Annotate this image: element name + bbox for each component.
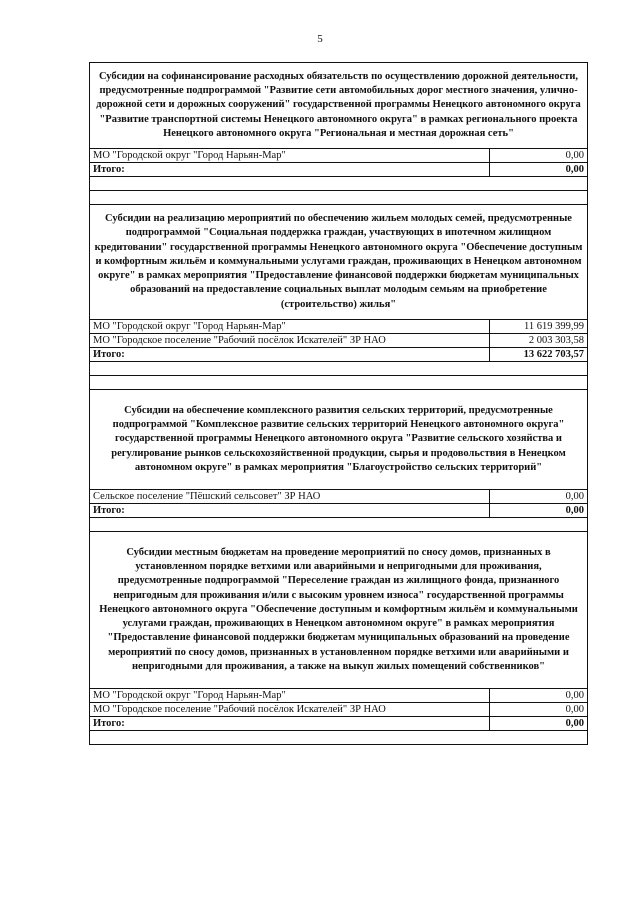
- total-amount: 0,00: [490, 717, 588, 731]
- total-amount: 0,00: [490, 504, 588, 518]
- total-label: Итого:: [90, 717, 490, 731]
- section-title: Субсидии на реализацию мероприятий по обеспечению жильем молодых семей, предусмотренные подпрограммой "Социальная поддержка граждан, участвующих в ипотечном жилищном кредитовании" государственной программы Ненецкого автономного округа "Обеспечение доступным и комфортным жильём и коммунальными услугами граждан, проживающих в Ненецком автономном округе" в рамках мероприятия "Предоставление финансовой поддержки бюджетам муниципальных образований на предоставление социальных выплат молодым семьям на приобретение (строительство) жилья": [90, 205, 588, 320]
- municipality-name: МО "Городской округ "Город Нарьян-Мар": [90, 149, 490, 163]
- section-title: Субсидии местным бюджетам на проведение мероприятий по сносу домов, признанных в установленном порядке ветхими или аварийными и непригодными для проживания, предусмотренные подпрограммой "Переселение граждан из жилищного фонда, признанного непригодным для проживания и/или с высоким уровнем износа" государственной программы Ненецкого автономного округа "Обеспечение доступным и комфортным жильём и коммунальными услугами граждан, проживающих в Ненецком автономном округе" в рамках мероприятия "Предоставление финансовой поддержки бюджетам муниципальных образований на проведение мероприятий по сносу домов, признанных в установленном порядке ветхими или аварийными и непригодными для проживания, а также на выкуп жилых помещений собственников": [90, 532, 588, 689]
- subsidy-amount: 0,00: [490, 490, 588, 504]
- total-amount: 13 622 703,57: [490, 348, 588, 362]
- subsidy-table: [89, 62, 588, 745]
- table-row: [90, 149, 588, 163]
- spacer-row: [90, 376, 588, 390]
- spacer-row: [90, 191, 588, 205]
- municipality-name: МО "Городское поселение "Рабочий посёлок Искателей" ЗР НАО: [90, 703, 490, 717]
- total-label: Итого:: [90, 163, 490, 177]
- table-row: [90, 490, 588, 504]
- total-label: Итого:: [90, 348, 490, 362]
- table-row: [90, 689, 588, 703]
- municipality-name: МО "Городской округ "Город Нарьян-Мар": [90, 320, 490, 334]
- section-title: Субсидии на софинансирование расходных обязательств по осуществлению дорожной деятельности, предусмотренные подпрограммой "Развитие сети автомобильных дорог местного значения, улично-дорожной сети и дорожных сооружений" государственной программы Ненецкого автономного округа "Развитие транспортной системы Ненецкого автономного округа" в рамках регионального проекта Ненецкого автономного округа "Региональная и местная дорожная сеть": [90, 63, 588, 149]
- section-header-row: [90, 63, 588, 149]
- subsidy-amount: 0,00: [490, 149, 588, 163]
- total-amount: 0,00: [490, 163, 588, 177]
- table-row: [90, 334, 588, 348]
- subsidy-amount: 0,00: [490, 689, 588, 703]
- section-header-row: [90, 205, 588, 320]
- total-row: [90, 163, 588, 177]
- total-label: Итого:: [90, 504, 490, 518]
- table-row: [90, 320, 588, 334]
- page-number: 5: [317, 33, 323, 45]
- section-header-row: [90, 532, 588, 689]
- table-row: [90, 703, 588, 717]
- municipality-name: МО "Городское поселение "Рабочий посёлок Искателей" ЗР НАО: [90, 334, 490, 348]
- subsidy-amount: 11 619 399,99: [490, 320, 588, 334]
- section-header-row: [90, 390, 588, 490]
- section-title: Субсидии на обеспечение комплексного развития сельских территорий, предусмотренные подпрограммой "Комплексное развитие сельских территорий Ненецкого автономного округа" государственной программы Ненецкого автономного округа "Развитие сельского хозяйства и регулирование рынков сельскохозяйственной продукции, сырья и продовольствия в Ненецком автономном округе" в рамках мероприятия "Благоустройство сельских территорий": [90, 390, 588, 490]
- subsidy-amount: 0,00: [490, 703, 588, 717]
- total-row: [90, 504, 588, 518]
- subsidy-amount: 2 003 303,58: [490, 334, 588, 348]
- spacer-row: [90, 362, 588, 376]
- total-row: [90, 348, 588, 362]
- municipality-name: Сельское поселение "Пёшский сельсовет" ЗР НАО: [90, 490, 490, 504]
- total-row: [90, 717, 588, 731]
- municipality-name: МО "Городской округ "Город Нарьян-Мар": [90, 689, 490, 703]
- spacer-row: [90, 177, 588, 191]
- spacer-row: [90, 518, 588, 532]
- spacer-row: [90, 731, 588, 745]
